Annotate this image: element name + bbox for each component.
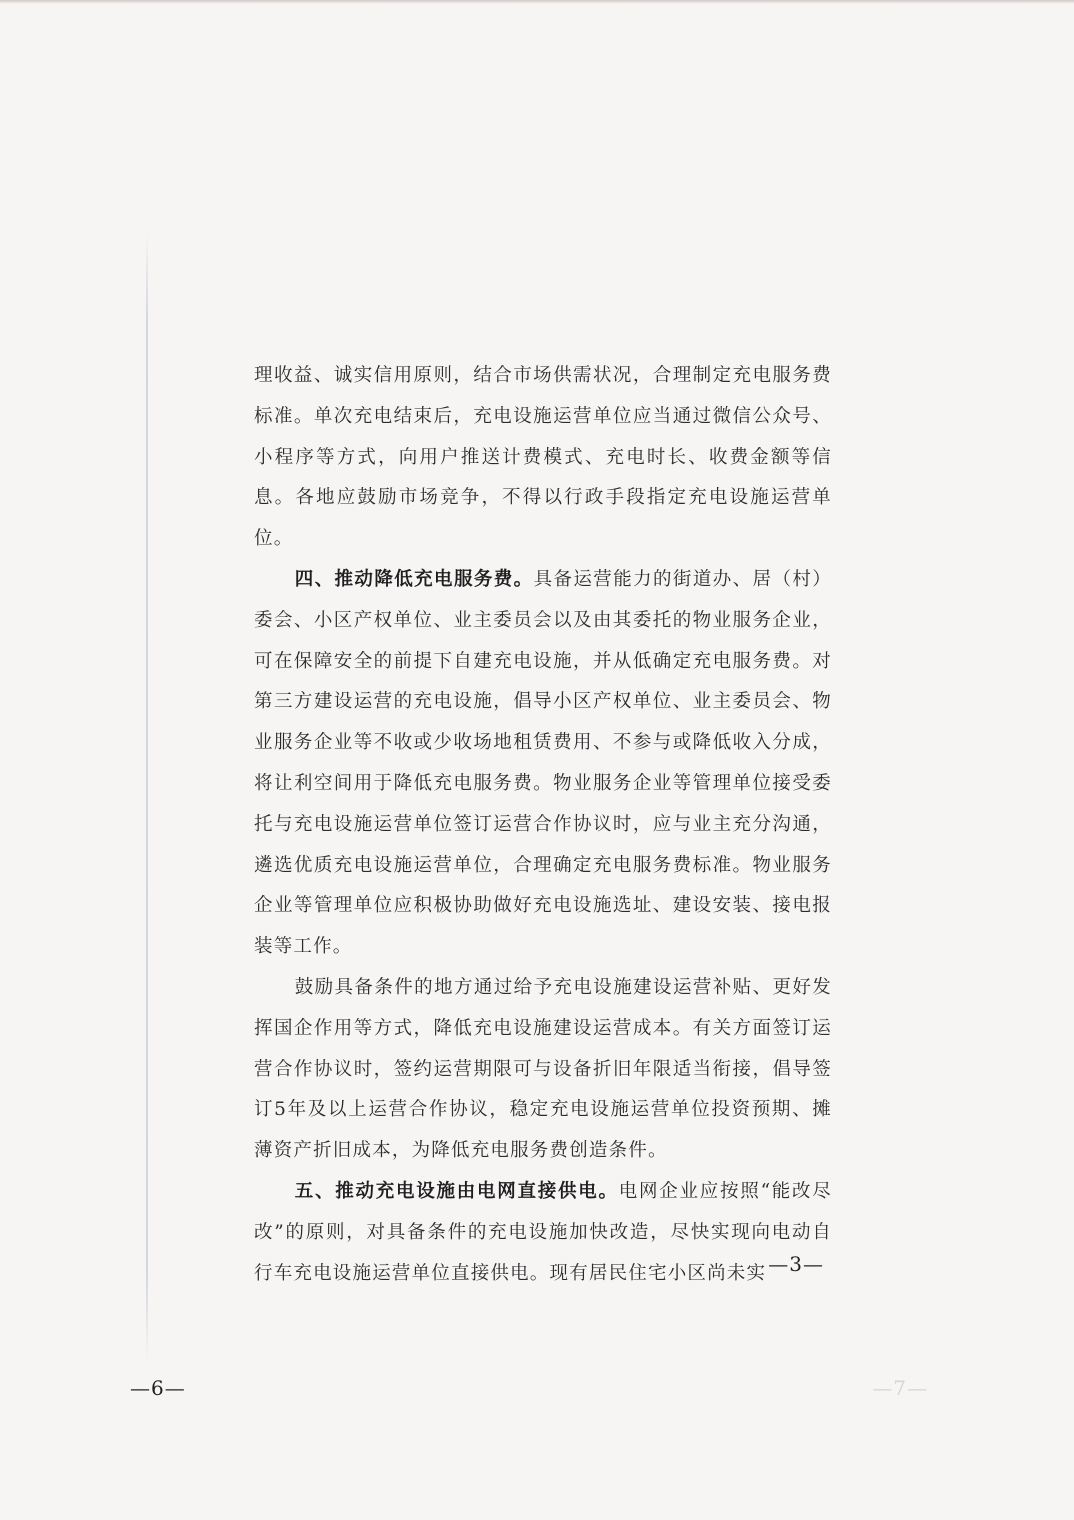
paragraph-text: 鼓励具备条件的地方通过给予充电设施建设运营补贴、更好发挥国企作用等方式，降低充电设施建设运营成本。有关方面签订运营合作协议时，签约运营期限可与设备折旧年限适当衔接，倡导签订5年及以上运营合作协议，稳定充电设施运营单位投资预期、摊薄资产折旧成本，为降低充电服务费创造条件。 <box>254 976 832 1162</box>
section-four-heading: 四、推动降低充电服务费。 <box>294 568 534 590</box>
body-text <box>254 356 832 1294</box>
paragraph-text: 具备运营能力的街道办、居（村）委会、小区产权单位、业主委员会以及由其委托的物业服务企业，可在保障安全的前提下自建充电设施，并从低确定充电服务费。对第三方建设运营的充电设施，倡导小区产权单位、业主委员会、物业服务企业等不收或少收场地租赁费用、不参与或降低收入分成，将让利空间用于降低充电服务费。物业服务企业等管理单位接受委托与充电设施运营单位签订运营合作协议时，应与业主充分沟通，遴选优质充电设施运营单位，合理确定充电服务费标准。物业服务企业等管理单位应积极协助做好充电设施选址、建设安装、接电报装等工作。 <box>254 568 832 958</box>
scan-top-edge <box>0 0 1074 4</box>
page-number-front: —3— <box>768 1252 824 1276</box>
paragraph-4 <box>254 1172 832 1294</box>
paragraph-1 <box>254 356 832 560</box>
paragraph-2 <box>254 560 832 968</box>
paragraph-3 <box>254 968 832 1172</box>
page-number-back-right: —7— <box>872 1376 928 1400</box>
page-number-back-left: —6— <box>130 1376 186 1400</box>
binding-fold-line <box>146 232 148 1362</box>
paragraph-text: 电网企业应按照“能改尽改”的原则，对具备条件的充电设施加快改造，尽快实现向电动自行车充电设施运营单位直接供电。现有居民住宅小区尚未实 <box>254 1180 832 1284</box>
section-five-heading: 五、推动充电设施由电网直接供电。 <box>294 1180 619 1202</box>
paragraph-text: 理收益、诚实信用原则，结合市场供需状况，合理制定充电服务费标准。单次充电结束后，充电设施运营单位应当通过微信公众号、小程序等方式，向用户推送计费模式、充电时长、收费金额等信息。各地应鼓励市场竞争，不得以行政手段指定充电设施运营单位。 <box>254 365 832 550</box>
